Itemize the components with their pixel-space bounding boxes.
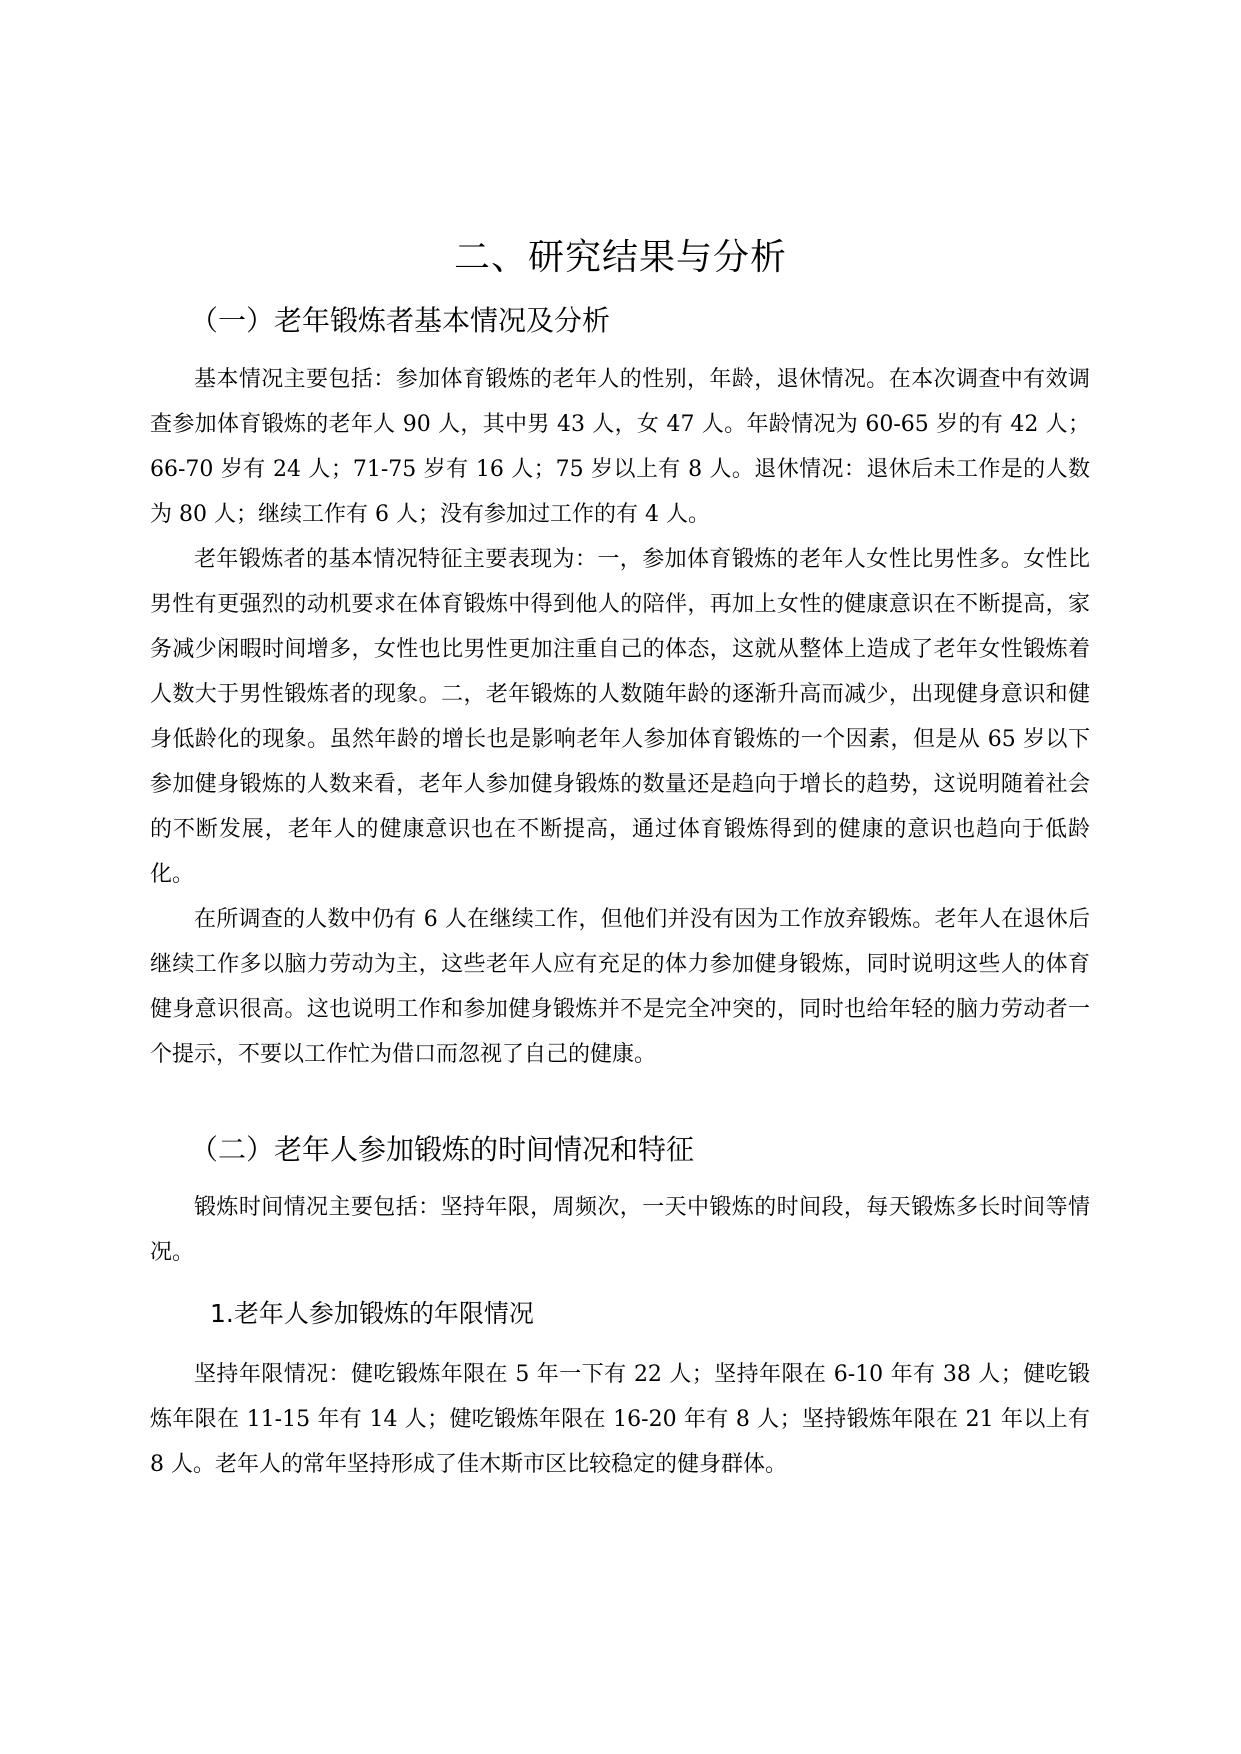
paragraph-basic-info: 基本情况主要包括：参加体育锻炼的老年人的性别，年龄，退休情况。在本次调查中有效调查参加体育锻炼的老年人 90 人，其中男 43 人，女 47 人。年龄情况为 60-65 岁的有 42 人；66-70 岁有 24 人；71-75 岁有 16 人；75 岁以上有 8 人。退休情况：退休后未工作是的人数为 80 人；继续工作有 6 人；没有参加过工作的有 4 人。 bbox=[150, 367, 1090, 527]
paragraph-working-elderly: 在所调查的人数中仍有 6 人在继续工作，但他们并没有因为工作放弃锻炼。老年人在退休后继续工作多以脑力劳动为主，这些老年人应有充足的体力参加健身锻炼，同时说明这些人的体育健身意识很高。这也说明工作和参加健身锻炼并不是完全冲突的，同时也给年轻的脑力劳动者一个提示，不要以工作忙为借口而忽视了自己的健康。 bbox=[150, 907, 1090, 1067]
paragraph-years-info: 坚持年限情况：健吃锻炼年限在 5 年一下有 22 人；坚持年限在 6-10 年有 38 人；健吃锻炼年限在 11-15 年有 14 人；健吃锻炼年限在 16-20 年有 8 人；坚持锻炼年限在 21 年以上有 8 人。老年人的常年坚持形成了佳木斯市区比较稳定的健身群体。 bbox=[150, 1362, 1090, 1477]
subsection-heading-1: （一）老年锻炼者基本情况及分析 bbox=[190, 304, 611, 337]
subheading-years: 1.老年人参加锻炼的年限情况 bbox=[210, 1299, 534, 1328]
subsection-heading-2: （二）老年人参加锻炼的时间情况和特征 bbox=[190, 1133, 695, 1166]
paragraph-characteristics: 老年锻炼者的基本情况特征主要表现为：一，参加体育锻炼的老年人女性比男性多。女性比男性有更强烈的动机要求在体育锻炼中得到他人的陪伴，再加上女性的健康意识在不断提高，家务减少闲暇时间增多，女性也比男性更加注重自己的体态，这就从整体上造成了老年女性锻炼着人数大于男性锻炼者的现象。二，老年锻炼的人数随年龄的逐渐升高而减少，出现健身意识和健身低龄化的现象。虽然年龄的增长也是影响老年人参加体育锻炼的一个因素，但是从 65 岁以下参加健身锻炼的人数来看，老年人参加健身锻炼的数量还是趋向于增长的趋势，这说明随着社会的不断发展，老年人的健康意识也在不断提高，通过体育锻炼得到的健康的意识也趋向于低龄化。 bbox=[150, 547, 1090, 887]
paragraph-time-info: 锻炼时间情况主要包括：坚持年限，周频次，一天中锻炼的时间段，每天锻炼多长时间等情况。 bbox=[150, 1195, 1090, 1265]
section-title: 二、研究结果与分析 bbox=[453, 237, 787, 278]
